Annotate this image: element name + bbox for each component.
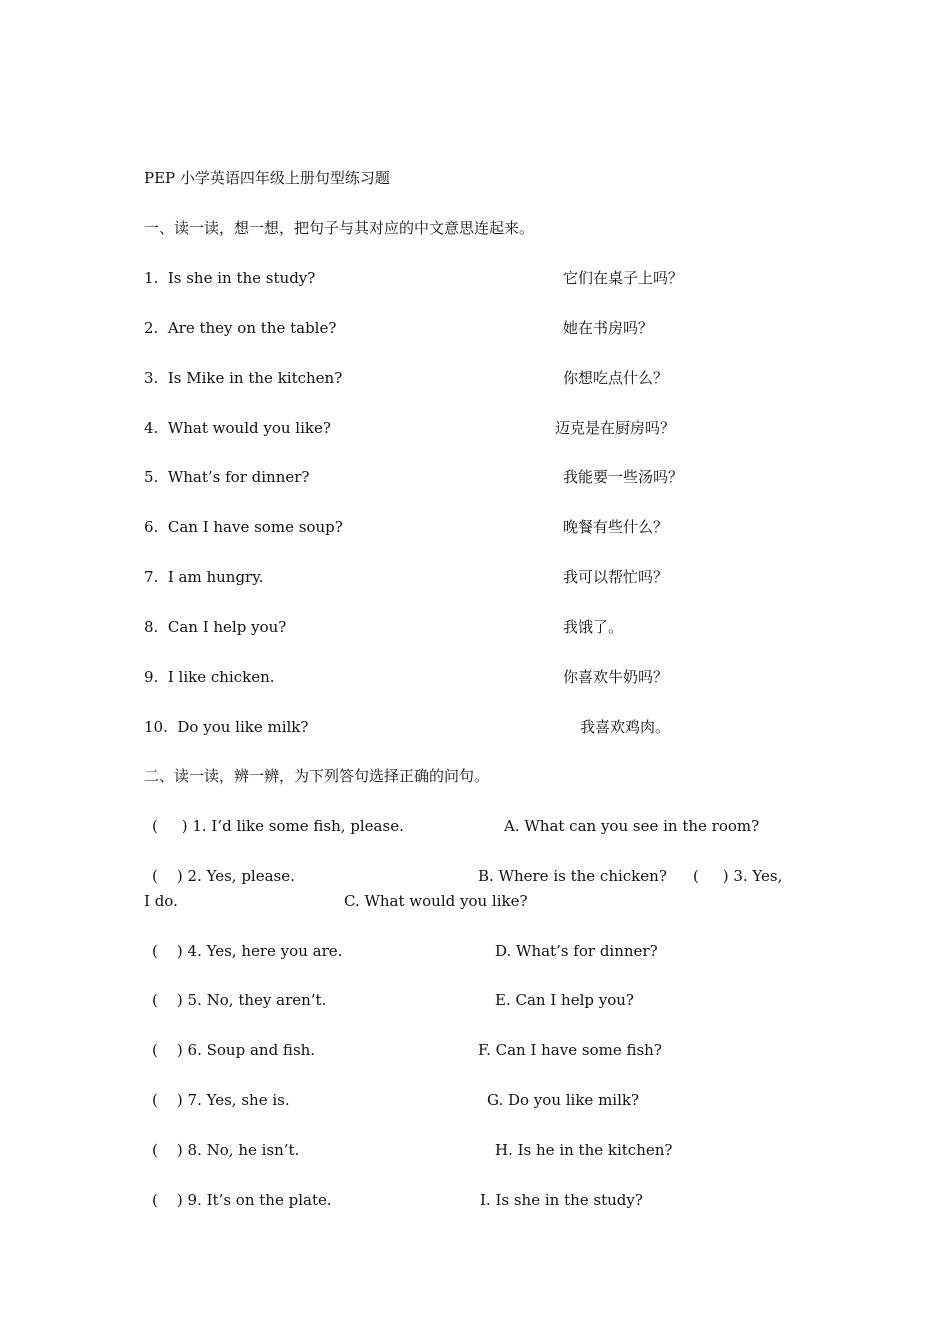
section2-option: C. What would you like? <box>344 892 528 910</box>
section2-option: A. What can you see in the room? <box>504 817 760 835</box>
section1-sentence: 3. Is Mike in the kitchen? <box>144 369 343 387</box>
section1-translation: 我能要一些汤吗？ <box>563 468 684 486</box>
section2-option: D. What’s for dinner? <box>495 942 658 960</box>
section2-option: E. Can I help you? <box>495 991 634 1009</box>
section1-sentence: 9. I like chicken. <box>144 668 275 686</box>
section1-sentence: 2. Are they on the table? <box>144 319 337 337</box>
section1-sentence: 7. I am hungry. <box>144 568 264 586</box>
section2-heading: 二、读一读，辨一辨，为下列答句选择正确的问句。 <box>144 767 490 785</box>
section2-answer: ( ) 5. No, they aren’t. <box>152 991 327 1009</box>
section1-sentence: 5. What’s for dinner? <box>144 468 310 486</box>
section2-option: H. Is he in the kitchen? <box>495 1141 673 1159</box>
section2-option: G. Do you like milk? <box>487 1091 640 1109</box>
section2-option: F. Can I have some fish? <box>478 1041 662 1059</box>
section1-translation: 她在书房吗？ <box>563 319 654 337</box>
section2-answer: ( ) 1. I’d like some fish, please. <box>152 817 404 835</box>
page-title: PEP 小学英语四年级上册句型练习题 <box>144 169 390 187</box>
section1-translation: 我饿了。 <box>563 618 624 636</box>
section2-answer: ( ) 8. No, he isn’t. <box>152 1141 300 1159</box>
section2-answer: ( ) 2. Yes, please. <box>152 867 295 885</box>
section2-answer: ( ) 3. Yes, <box>693 867 783 885</box>
section2-answer: ( ) 7. Yes, she is. <box>152 1091 290 1109</box>
section1-sentence: 4. What would you like? <box>144 419 331 437</box>
section2-answer: ( ) 9. It’s on the plate. <box>152 1191 332 1209</box>
section1-sentence: 1. Is she in the study? <box>144 269 316 287</box>
section1-sentence: 10. Do you like milk? <box>144 718 309 736</box>
section2-answer: I do. <box>144 892 178 910</box>
section2-option: I. Is she in the study? <box>480 1191 643 1209</box>
section1-translation: 你喜欢牛奶吗？ <box>563 668 669 686</box>
section2-option: B. Where is the chicken? <box>478 867 667 885</box>
section1-translation: 晚餐有些什么？ <box>563 518 669 536</box>
section1-translation: 你想吃点什么？ <box>563 369 669 387</box>
section1-translation: 我喜欢鸡肉。 <box>580 718 671 736</box>
section2-answer: ( ) 6. Soup and fish. <box>152 1041 316 1059</box>
section1-translation: 迈克是在厨房吗？ <box>555 419 676 437</box>
section1-heading: 一、读一读，想一想，把句子与其对应的中文意思连起来。 <box>144 219 535 237</box>
section1-sentence: 6. Can I have some soup? <box>144 518 343 536</box>
section1-translation: 我可以帮忙吗？ <box>563 568 669 586</box>
section2-answer: ( ) 4. Yes, here you are. <box>152 942 343 960</box>
section1-translation: 它们在桌子上吗？ <box>563 269 684 287</box>
section1-sentence: 8. Can I help you? <box>144 618 287 636</box>
